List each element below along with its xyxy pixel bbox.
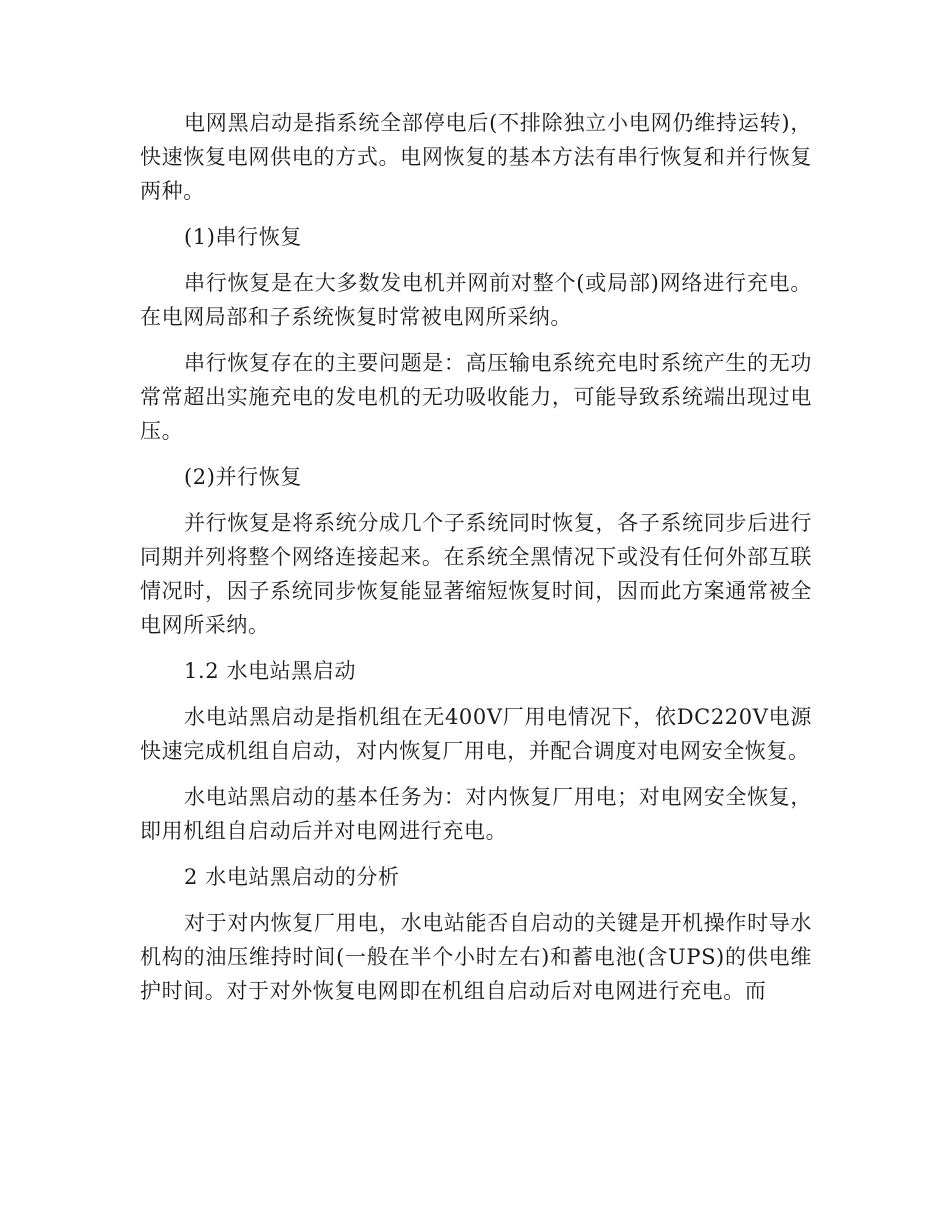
paragraph-hydro-black-start-analysis: 对于对内恢复厂用电，水电站能否自启动的关键是开机操作时导水机构的油压维持时间(一般在半个小时左右)和蓄电池(含UPS)的供电维护时间。对于对外恢复电网即在机组自启动后对电网进行充电。而 <box>140 911 812 1003</box>
heading-hydro-black-start: 1.2 水电站黑启动 <box>184 659 357 683</box>
heading-hydro-black-start-analysis: 2 水电站黑启动的分析 <box>184 865 400 889</box>
heading-parallel-recovery: (2)并行恢复 <box>184 465 302 489</box>
paragraph-serial-recovery-problem: 串行恢复存在的主要问题是：高压输电系统充电时系统产生的无功常常超出实施充电的发电机的无功吸收能力，可能导致系统端出现过电压。 <box>140 351 812 443</box>
paragraph-serial-recovery: 串行恢复是在大多数发电机并网前对整个(或局部)网络进行充电。在电网局部和子系统恢复时常被电网所采纳。 <box>140 271 812 329</box>
paragraph-hydro-black-start-definition: 水电站黑启动是指机组在无400V厂用电情况下，依DC220V电源快速完成机组自启动，对内恢复厂用电，并配合调度对电网安全恢复。 <box>140 705 812 763</box>
paragraph-black-start-definition: 电网黑启动是指系统全部停电后(不排除独立小电网仍维持运转)，快速恢复电网供电的方式。电网恢复的基本方法有串行恢复和并行恢复两种。 <box>140 111 812 203</box>
paragraph-hydro-black-start-tasks: 水电站黑启动的基本任务为：对内恢复厂用电；对电网安全恢复，即用机组自启动后并对电网进行充电。 <box>140 785 812 843</box>
paragraph-parallel-recovery: 并行恢复是将系统分成几个子系统同时恢复，各子系统同步后进行同期并列将整个网络连接起来。在系统全黑情况下或没有任何外部互联情况时，因子系统同步恢复能显著缩短恢复时间，因而此方案通常被全电网所采纳。 <box>140 511 812 637</box>
heading-serial-recovery: (1)串行恢复 <box>184 225 302 249</box>
document-body <box>140 106 812 1020</box>
